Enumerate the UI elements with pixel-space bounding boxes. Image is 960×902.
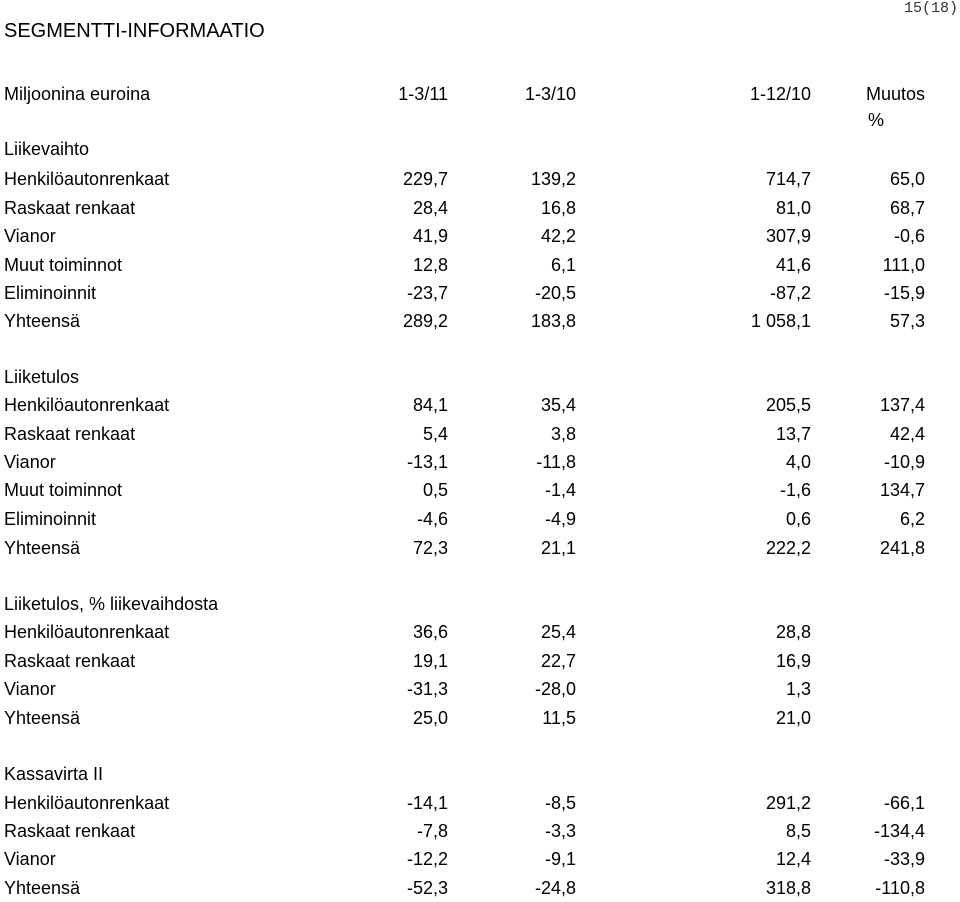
table-row — [0, 422, 960, 446]
value-1-3-10: -9,1 — [544, 849, 576, 869]
value-1-3-11: 28,4 — [412, 198, 448, 218]
value-1-12-10: 81,0 — [775, 198, 811, 218]
section-title-liikevaihto — [0, 137, 960, 161]
table-row — [0, 167, 960, 191]
column-header-1-12-10: 1-12/10 — [749, 84, 811, 104]
value-1-3-11: 289,2 — [402, 311, 448, 331]
value-1-3-11: -12,2 — [406, 849, 448, 869]
value-1-12-10: 12,4 — [775, 849, 811, 869]
table-row-total — [0, 309, 960, 333]
value-1-3-10: -11,8 — [536, 452, 576, 472]
section-title-liiketulos — [0, 365, 960, 389]
value-1-12-10: 28,8 — [775, 622, 811, 642]
row-label: Yhteensä — [4, 878, 81, 898]
value-1-12-10: 1 058,1 — [750, 311, 811, 331]
value-muutos: -66,1 — [883, 793, 925, 813]
table-row — [0, 819, 960, 843]
value-1-3-11: -14,1 — [406, 793, 448, 813]
value-muutos: 42,4 — [889, 424, 925, 444]
row-label: Henkilöautonrenkaat — [4, 169, 170, 189]
table-row — [0, 677, 960, 701]
value-1-12-10: -87,2 — [769, 283, 811, 303]
row-label: Muut toiminnot — [4, 480, 123, 500]
value-1-12-10: 13,7 — [775, 424, 811, 444]
value-1-3-11: 0,5 — [422, 480, 448, 500]
value-1-3-10: -4,9 — [544, 509, 576, 529]
column-header-muutos-unit: % — [867, 110, 884, 130]
value-muutos: 241,8 — [879, 538, 925, 558]
row-label: Raskaat renkaat — [4, 424, 136, 444]
value-1-3-10: -1,4 — [544, 480, 576, 500]
value-1-3-10: -28,0 — [534, 679, 576, 699]
value-muutos: -33,9 — [883, 849, 925, 869]
value-1-3-11: 36,6 — [412, 622, 448, 642]
value-1-12-10: 8,5 — [785, 821, 811, 841]
value-1-12-10: 41,6 — [775, 255, 811, 275]
value-muutos: 65,0 — [889, 169, 925, 189]
value-1-3-10: 16,8 — [540, 198, 576, 218]
section-title: Kassavirta II — [4, 764, 104, 784]
page-number: 15(18) — [903, 0, 958, 17]
header-label: Miljoonina euroina — [4, 84, 151, 104]
row-label: Raskaat renkaat — [4, 198, 136, 218]
value-1-3-10: 139,2 — [530, 169, 576, 189]
value-1-3-11: 84,1 — [412, 395, 448, 415]
value-1-3-11: -4,6 — [416, 509, 448, 529]
table-row — [0, 393, 960, 417]
row-label: Yhteensä — [4, 311, 81, 331]
value-1-3-10: 22,7 — [540, 651, 576, 671]
table-row-total — [0, 706, 960, 730]
section-title: Liiketulos — [4, 367, 80, 387]
value-1-3-10: -24,8 — [534, 878, 576, 898]
value-1-12-10: 21,0 — [775, 708, 811, 728]
value-1-12-10: 318,8 — [765, 878, 811, 898]
value-1-3-11: -7,8 — [416, 821, 448, 841]
value-1-3-10: -3,3 — [544, 821, 576, 841]
value-1-3-11: -31,3 — [406, 679, 448, 699]
row-label: Henkilöautonrenkaat — [4, 395, 170, 415]
value-1-12-10: 205,5 — [765, 395, 811, 415]
row-label: Eliminoinnit — [4, 283, 97, 303]
value-1-12-10: 291,2 — [765, 793, 811, 813]
column-header-1-3-11: 1-3/11 — [398, 84, 448, 104]
table-row-total — [0, 536, 960, 560]
value-1-12-10: 4,0 — [785, 452, 811, 472]
row-label: Vianor — [4, 679, 56, 699]
value-1-3-11: -23,7 — [406, 283, 448, 303]
value-muutos: -15,9 — [883, 283, 925, 303]
table-row — [0, 478, 960, 502]
table-row — [0, 649, 960, 673]
value-1-3-10: 42,2 — [540, 226, 576, 246]
value-1-3-10: -8,5 — [544, 793, 576, 813]
row-label: Yhteensä — [4, 708, 81, 728]
value-muutos: -110,8 — [875, 878, 925, 898]
value-1-3-11: 25,0 — [412, 708, 448, 728]
value-1-12-10: 16,9 — [775, 651, 811, 671]
value-1-3-10: 3,8 — [550, 424, 576, 444]
value-1-12-10: 714,7 — [765, 169, 811, 189]
row-label: Henkilöautonrenkaat — [4, 793, 170, 813]
row-label: Yhteensä — [4, 538, 81, 558]
value-muutos: 111,0 — [882, 255, 925, 275]
table-row — [0, 224, 960, 248]
value-1-3-11: 41,9 — [412, 226, 448, 246]
value-1-3-10: 25,4 — [540, 622, 576, 642]
column-header-row — [0, 82, 960, 106]
row-label: Raskaat renkaat — [4, 651, 136, 671]
row-label: Raskaat renkaat — [4, 821, 136, 841]
value-1-3-11: 72,3 — [412, 538, 448, 558]
value-1-3-11: -52,3 — [406, 878, 448, 898]
value-muutos: 137,4 — [879, 395, 925, 415]
value-muutos: 134,7 — [879, 480, 925, 500]
value-muutos: -10,9 — [883, 452, 925, 472]
value-1-3-11: 229,7 — [402, 169, 448, 189]
table-row-total — [0, 876, 960, 900]
value-1-3-10: 21,1 — [540, 538, 576, 558]
value-muutos: 6,2 — [899, 509, 925, 529]
value-1-12-10: 307,9 — [765, 226, 811, 246]
row-label: Muut toiminnot — [4, 255, 123, 275]
row-label: Vianor — [4, 452, 56, 472]
section-title-kassavirta — [0, 762, 960, 786]
value-muutos: 57,3 — [889, 311, 925, 331]
table-row — [0, 450, 960, 474]
value-1-3-10: 35,4 — [540, 395, 576, 415]
value-1-12-10: 222,2 — [765, 538, 811, 558]
column-header-1-3-10: 1-3/10 — [524, 84, 576, 104]
value-1-3-11: 5,4 — [422, 424, 448, 444]
table-row — [0, 253, 960, 277]
section-title-liiketulos-percent — [0, 592, 960, 616]
value-1-12-10: -1,6 — [779, 480, 811, 500]
table-row — [0, 847, 960, 871]
document-title: SEGMENTTI-INFORMAATIO — [4, 20, 265, 42]
table-row — [0, 281, 960, 305]
value-1-3-10: 6,1 — [550, 255, 576, 275]
row-label: Eliminoinnit — [4, 509, 97, 529]
value-1-3-10: -20,5 — [534, 283, 576, 303]
value-muutos: -134,4 — [873, 821, 925, 841]
value-1-3-10: 183,8 — [530, 311, 576, 331]
value-1-3-10: 11,5 — [542, 708, 576, 728]
value-muutos: 68,7 — [889, 198, 925, 218]
row-label: Henkilöautonrenkaat — [4, 622, 170, 642]
column-header-muutos: Muutos — [865, 84, 925, 104]
value-1-12-10: 0,6 — [785, 509, 811, 529]
value-1-3-11: 12,8 — [412, 255, 448, 275]
value-muutos: -0,6 — [893, 226, 925, 246]
table-row — [0, 620, 960, 644]
table-row — [0, 507, 960, 531]
section-title: Liiketulos, % liikevaihdosta — [4, 594, 219, 614]
table-row — [0, 791, 960, 815]
section-title: Liikevaihto — [4, 139, 90, 159]
value-1-3-11: 19,1 — [412, 651, 448, 671]
value-1-12-10: 1,3 — [785, 679, 811, 699]
table-row — [0, 196, 960, 220]
row-label: Vianor — [4, 849, 56, 869]
value-1-3-11: -13,1 — [406, 452, 448, 472]
row-label: Vianor — [4, 226, 56, 246]
